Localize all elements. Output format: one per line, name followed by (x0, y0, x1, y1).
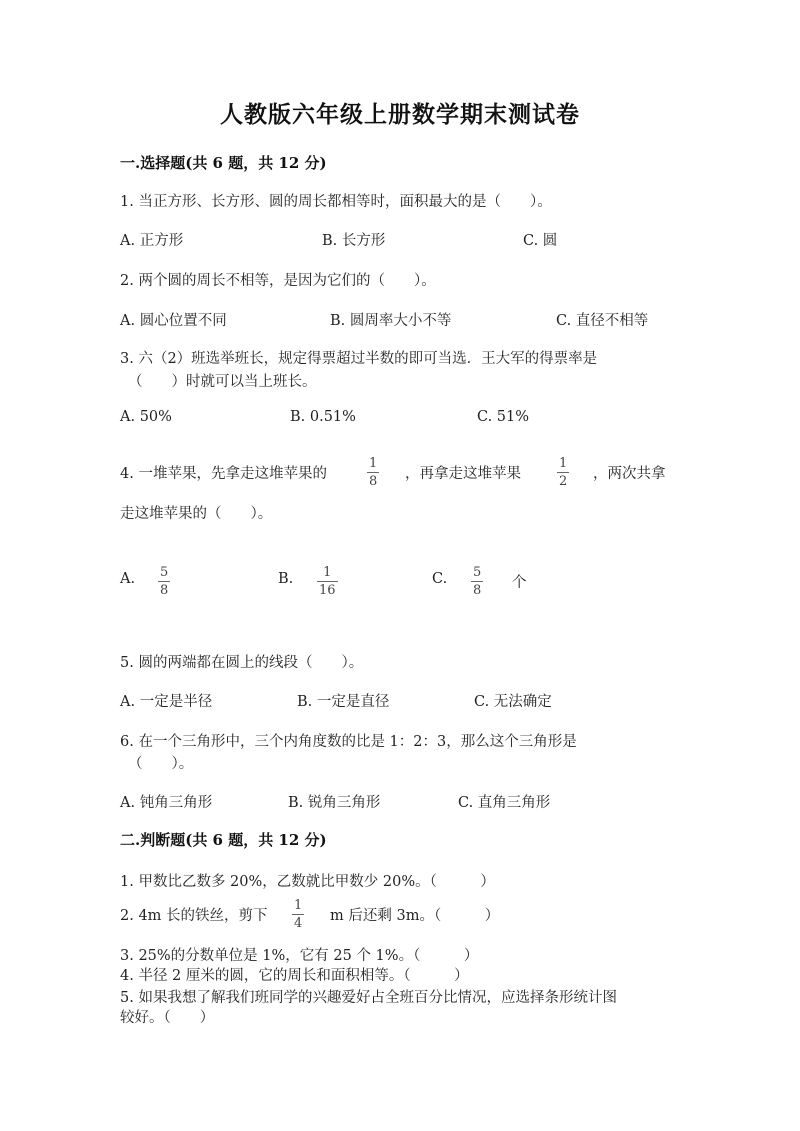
choice-q4-part2: ，再拿走这堆苹果 (405, 466, 521, 482)
choice-q5-text: 5. 圆的两端都在圆上的线段（ ）。 (120, 655, 364, 671)
fraction-denominator: 8 (473, 583, 482, 598)
choice-q1-text: 1. 当正方形、长方形、圆的周长都相等时，面积最大的是（ ）。 (120, 194, 552, 210)
choice-q4-line2: 走这堆苹果的（ ）。 (120, 506, 273, 522)
choice-q4-fraction-1 (367, 456, 379, 489)
fraction-numerator: 5 (473, 565, 482, 580)
fraction-bar (471, 581, 483, 582)
judge-q2-part2: m 后还剩 3m。（ ） (330, 908, 500, 924)
choice-q5-option-c: C. 无法确定 (474, 694, 552, 710)
choice-q6-option-a: A. 钝角三角形 (120, 795, 213, 811)
fraction-bar (158, 581, 170, 582)
choice-q3-line1: 3. 六（2）班选举班长，规定得票超过半数的即可当选．王大军的得票率是 (120, 351, 598, 367)
choice-q4-option-c-suffix: 个 (512, 575, 527, 591)
choice-q4-option-b-fraction (317, 565, 338, 598)
fraction-denominator: 2 (559, 474, 568, 489)
choice-q4-option-c-label: C. (432, 571, 448, 587)
fraction-bar (317, 581, 338, 582)
choice-q3-option-a: A. 50% (120, 409, 172, 425)
fraction-denominator: 4 (294, 916, 303, 931)
choice-q2-option-b: B. 圆周率大小不等 (330, 313, 452, 329)
fraction-numerator: 5 (160, 565, 169, 580)
choice-q6-option-c: C. 直角三角形 (458, 795, 551, 811)
judge-q4-text: 4. 半径 2 厘米的圆，它的周长和面积相等。（ ） (120, 968, 469, 984)
choice-q4-part1: 4. 一堆苹果，先拿走这堆苹果的 (120, 466, 327, 482)
fraction-numerator: 1 (323, 565, 332, 580)
choice-q1-option-b: B. 长方形 (322, 233, 386, 249)
choice-q3-option-c: C. 51% (477, 409, 530, 425)
section-heading-choice: 一.选择题(共 6 题，共 12 分) (120, 154, 327, 172)
choice-q4-part3: ，两次共拿 (593, 466, 666, 482)
section-heading-judgement: 二.判断题(共 6 题，共 12 分) (120, 831, 327, 849)
judge-q2-part1: 2. 4m 长的铁丝，剪下 (120, 908, 268, 924)
choice-q4-option-c-fraction (471, 565, 483, 598)
fraction-denominator: 8 (369, 474, 378, 489)
fraction-bar (557, 472, 569, 473)
choice-q1-option-a: A. 正方形 (120, 233, 184, 249)
choice-q5-option-b: B. 一定是直径 (297, 694, 390, 710)
choice-q2-text: 2. 两个圆的周长不相等，是因为它们的（ ）。 (120, 273, 436, 289)
choice-q4-option-b-label: B. (278, 571, 294, 587)
choice-q5-option-a: A. 一定是半径 (120, 694, 213, 710)
choice-q4-fraction-2 (557, 456, 569, 489)
choice-q2-option-a: A. 圆心位置不同 (120, 313, 227, 329)
judge-q1-text: 1. 甲数比乙数多 20%，乙数就比甲数少 20%。（ ） (120, 874, 495, 890)
choice-q4-option-a-fraction (158, 565, 170, 598)
judge-q5-line1: 5. 如果我想了解我们班同学的兴趣爱好占全班百分比情况，应选择条形统计图 (120, 990, 617, 1006)
choice-q6-line1: 6. 在一个三角形中，三个内角度数的比是 1：2：3，那么这个三角形是 (120, 734, 577, 750)
choice-q3-line2: （ ）时就可以当上班长。 (128, 374, 317, 390)
fraction-numerator: 1 (369, 456, 378, 471)
judge-q5-line2: 较好。（ ） (120, 1010, 215, 1026)
choice-q3-option-b: B. 0.51% (290, 409, 356, 425)
choice-q1-option-c: C. 圆 (523, 233, 558, 249)
fraction-numerator: 1 (294, 898, 303, 913)
choice-q2-option-c: C. 直径不相等 (556, 313, 649, 329)
fraction-denominator: 16 (319, 583, 336, 598)
judge-q3-text: 3. 25%的分数单位是 1%，它有 25 个 1%。（ ） (120, 948, 479, 964)
choice-q6-line2: （ ）。 (128, 756, 194, 772)
choice-q4-option-a-label: A. (120, 571, 136, 587)
fraction-numerator: 1 (559, 456, 568, 471)
fraction-denominator: 8 (160, 583, 169, 598)
choice-q6-option-b: B. 锐角三角形 (288, 795, 381, 811)
fraction-bar (292, 914, 304, 915)
judge-q2-fraction (292, 898, 304, 931)
page-title: 人教版六年级上册数学期末测试卷 (220, 101, 580, 128)
fraction-bar (367, 472, 379, 473)
